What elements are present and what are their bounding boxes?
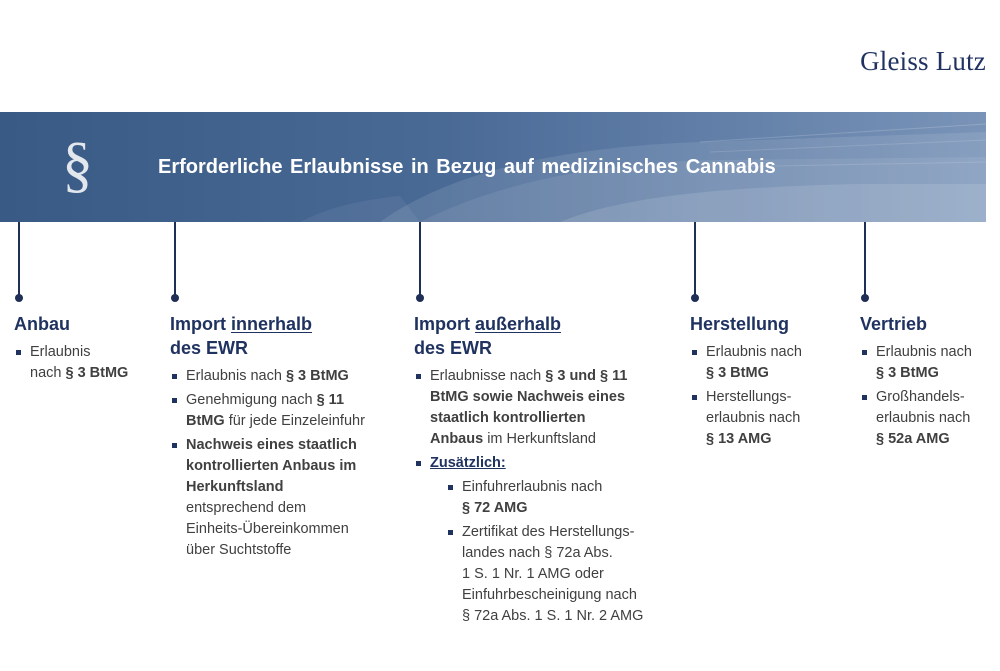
list-item: Erlaubnis nach § 3 BtMG	[860, 342, 995, 384]
list-item: Großhandels- erlaubnis nach § 52a AMG	[860, 387, 995, 450]
banner-title: Erforderliche Erlaubnisse in Bezug auf medizinisches Cannabis	[158, 156, 776, 178]
connector-dot-vertrieb	[861, 294, 869, 302]
import-innerhalb-list	[170, 366, 395, 561]
column-heading-import-innerhalb: Import innerhalb des EWR	[170, 314, 313, 358]
herstellung-list	[690, 342, 850, 450]
list-item: Erlaubnis nach § 3 BtMG	[170, 366, 395, 387]
import-ausserhalb-list	[414, 366, 679, 627]
list-item: Erlaubnis nach § 3 BtMG	[690, 342, 850, 384]
zusaetzlich-sublist	[430, 477, 679, 627]
column-heading-import-ausserhalb: Import außerhalb des EWR	[414, 314, 562, 358]
vertrieb-list	[860, 342, 995, 450]
column-herstellung	[690, 312, 850, 453]
list-item: Nachweis eines staatlich kontrollierten Anbaus im Herkunftsland entsprechend dem Einheits-Übereinkommen über Suchtstoffe	[170, 435, 395, 561]
connector-line-herstellung	[694, 222, 696, 296]
list-item: Erlaubnisse nach § 3 und § 11 BtMG sowie Nachweis eines staatlich kontrollierten Anbaus im Herkunftsland	[414, 366, 679, 450]
connector-dot-herstellung	[691, 294, 699, 302]
list-item: Genehmigung nach § 11 BtMG für jede Einzeleinfuhr	[170, 390, 395, 432]
connector-dot-import-ausserhalb	[416, 294, 424, 302]
column-import-ausserhalb	[414, 312, 679, 630]
connector-line-import-ausserhalb	[419, 222, 421, 296]
connector-dot-import-innerhalb	[171, 294, 179, 302]
gleiss-lutz-logo: Gleiss Lutz	[860, 46, 986, 76]
list-item-zusaetzlich: Zusätzlich: Einfuhrerlaubnis nach § 72 AMG Zertifikat des Herstellungs- landes nach § 72a Abs. 1 S. 1 Nr. 1 AMG oder Einfuhrbescheinigung nach § 72a Abs. 1 S. 1 Nr. 2 AMG	[414, 453, 679, 627]
column-heading-vertrieb: Vertrieb	[860, 314, 928, 334]
connector-line-import-innerhalb	[174, 222, 176, 296]
column-heading-herstellung: Herstellung	[690, 314, 790, 334]
section-sign-icon: §	[62, 131, 93, 199]
sub-list-item: Einfuhrerlaubnis nach § 72 AMG	[446, 477, 679, 519]
connector-line-anbau	[18, 222, 20, 296]
connector-line-vertrieb	[864, 222, 866, 296]
column-import-innerhalb	[170, 312, 395, 564]
connector-dot-anbau	[15, 294, 23, 302]
sub-list-item: Zertifikat des Herstellungs- landes nach § 72a Abs. 1 S. 1 Nr. 1 AMG oder Einfuhrbescheinigung nach § 72a Abs. 1 S. 1 Nr. 2 AMG	[446, 522, 679, 627]
list-item-continuation: nach § 3 BtMG	[30, 365, 129, 381]
anbau-list	[14, 342, 159, 384]
column-heading-anbau: Anbau	[14, 314, 70, 334]
list-item: Herstellungs- erlaubnis nach § 13 AMG	[690, 387, 850, 450]
column-vertrieb	[860, 312, 995, 453]
title-banner	[0, 112, 986, 222]
list-item: Erlaubnis	[14, 342, 159, 363]
column-anbau	[14, 312, 159, 386]
